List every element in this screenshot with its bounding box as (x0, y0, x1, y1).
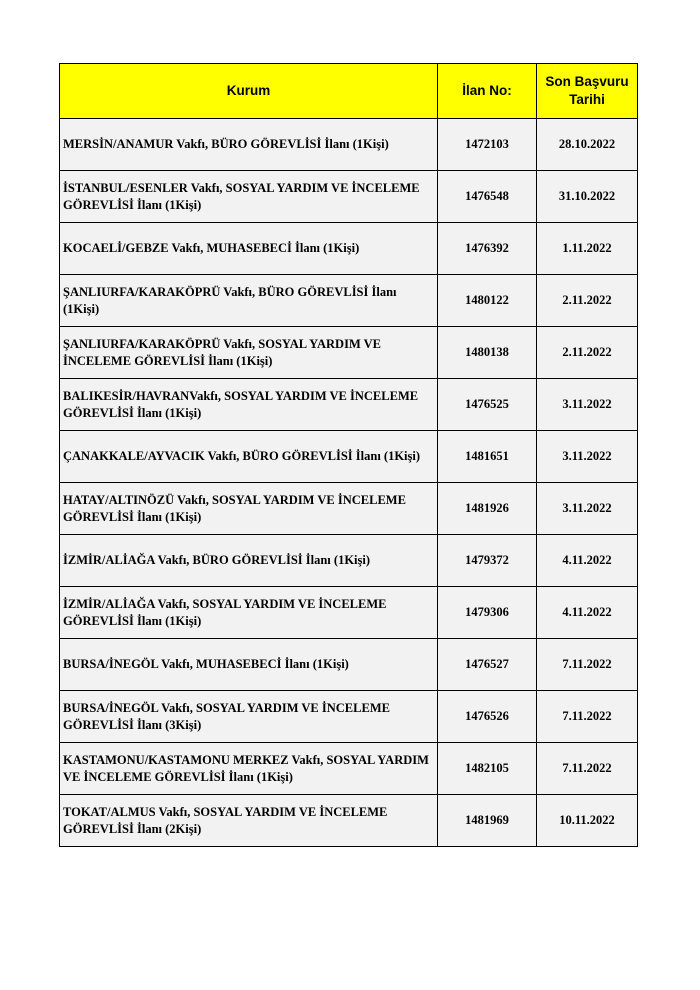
cell-son-basvuru-tarihi: 2.11.2022 (537, 275, 638, 327)
table-row (60, 275, 638, 327)
header-son-basvuru-line1: Son Başvuru (545, 74, 629, 89)
table-row (60, 379, 638, 431)
cell-ilan-no: 1476526 (438, 691, 537, 743)
table-row (60, 431, 638, 483)
cell-son-basvuru-tarihi: 10.11.2022 (537, 795, 638, 847)
cell-kurum: İZMİR/ALİAĞA Vakfı, SOSYAL YARDIM VE İNCELEME GÖREVLİSİ İlanı (1Kişi) (60, 587, 438, 639)
cell-son-basvuru-tarihi: 31.10.2022 (537, 171, 638, 223)
cell-ilan-no: 1476392 (438, 223, 537, 275)
table-row (60, 587, 638, 639)
cell-kurum: İSTANBUL/ESENLER Vakfı, SOSYAL YARDIM VE İNCELEME GÖREVLİSİ İlanı (1Kişi) (60, 171, 438, 223)
cell-kurum: BURSA/İNEGÖL Vakfı, MUHASEBECİ İlanı (1Kişi) (60, 639, 438, 691)
table-row (60, 171, 638, 223)
cell-kurum: İZMİR/ALİAĞA Vakfı, BÜRO GÖREVLİSİ İlanı (1Kişi) (60, 535, 438, 587)
header-son-basvuru-line2: Tarihi (569, 92, 605, 107)
cell-kurum: TOKAT/ALMUS Vakfı, SOSYAL YARDIM VE İNCELEME GÖREVLİSİ İlanı (2Kişi) (60, 795, 438, 847)
cell-kurum: KASTAMONU/KASTAMONU MERKEZ Vakfı, SOSYAL YARDIM VE İNCELEME GÖREVLİSİ İlanı (1Kişi) (60, 743, 438, 795)
cell-ilan-no: 1472103 (438, 119, 537, 171)
cell-ilan-no: 1481926 (438, 483, 537, 535)
cell-son-basvuru-tarihi: 4.11.2022 (537, 587, 638, 639)
cell-ilan-no: 1480138 (438, 327, 537, 379)
table-row (60, 223, 638, 275)
header-ilan-no: İlan No: (438, 64, 537, 119)
cell-kurum: HATAY/ALTINÖZÜ Vakfı, SOSYAL YARDIM VE İNCELEME GÖREVLİSİ İlanı (1Kişi) (60, 483, 438, 535)
cell-son-basvuru-tarihi: 1.11.2022 (537, 223, 638, 275)
cell-ilan-no: 1481969 (438, 795, 537, 847)
cell-kurum: ŞANLIURFA/KARAKÖPRÜ Vakfı, BÜRO GÖREVLİSİ İlanı (1Kişi) (60, 275, 438, 327)
table-row (60, 691, 638, 743)
cell-ilan-no: 1476527 (438, 639, 537, 691)
cell-son-basvuru-tarihi: 7.11.2022 (537, 691, 638, 743)
cell-ilan-no: 1476525 (438, 379, 537, 431)
cell-ilan-no: 1482105 (438, 743, 537, 795)
cell-son-basvuru-tarihi: 3.11.2022 (537, 431, 638, 483)
cell-son-basvuru-tarihi: 2.11.2022 (537, 327, 638, 379)
cell-ilan-no: 1481651 (438, 431, 537, 483)
table-row (60, 639, 638, 691)
cell-son-basvuru-tarihi: 7.11.2022 (537, 639, 638, 691)
job-listing-table (59, 63, 638, 847)
table-row (60, 795, 638, 847)
table-row (60, 483, 638, 535)
cell-ilan-no: 1479306 (438, 587, 537, 639)
table-header-row (60, 64, 638, 119)
cell-son-basvuru-tarihi: 4.11.2022 (537, 535, 638, 587)
table-row (60, 327, 638, 379)
cell-son-basvuru-tarihi: 3.11.2022 (537, 379, 638, 431)
header-kurum: Kurum (60, 64, 438, 119)
cell-son-basvuru-tarihi: 7.11.2022 (537, 743, 638, 795)
cell-kurum: MERSİN/ANAMUR Vakfı, BÜRO GÖREVLİSİ İlanı (1Kişi) (60, 119, 438, 171)
cell-kurum: BALIKESİR/HAVRANVakfı, SOSYAL YARDIM VE İNCELEME GÖREVLİSİ İlanı (1Kişi) (60, 379, 438, 431)
table-row (60, 743, 638, 795)
cell-son-basvuru-tarihi: 3.11.2022 (537, 483, 638, 535)
cell-ilan-no: 1476548 (438, 171, 537, 223)
cell-ilan-no: 1479372 (438, 535, 537, 587)
cell-kurum: KOCAELİ/GEBZE Vakfı, MUHASEBECİ İlanı (1Kişi) (60, 223, 438, 275)
cell-kurum: BURSA/İNEGÖL Vakfı, SOSYAL YARDIM VE İNCELEME GÖREVLİSİ İlanı (3Kişi) (60, 691, 438, 743)
cell-kurum: ÇANAKKALE/AYVACIK Vakfı, BÜRO GÖREVLİSİ İlanı (1Kişi) (60, 431, 438, 483)
table-row (60, 535, 638, 587)
cell-kurum: ŞANLIURFA/KARAKÖPRÜ Vakfı, SOSYAL YARDIM VE İNCELEME GÖREVLİSİ İlanı (1Kişi) (60, 327, 438, 379)
header-son-basvuru (537, 64, 638, 119)
table-body (60, 119, 638, 847)
cell-ilan-no: 1480122 (438, 275, 537, 327)
table-row (60, 119, 638, 171)
cell-son-basvuru-tarihi: 28.10.2022 (537, 119, 638, 171)
